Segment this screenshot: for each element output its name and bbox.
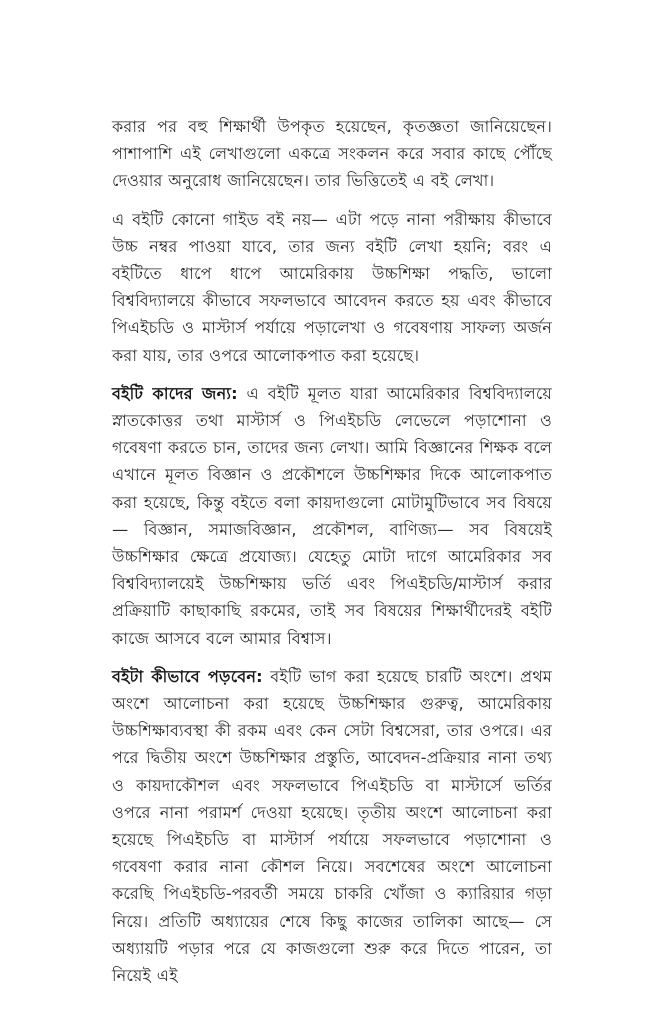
paragraph-body: এ বইটি মূলত যারা আমেরিকার বিশ্ববিদ্যালয়ে স্নাতকোত্তর তথা মাস্টার্স ও পিএইচডি লেভেলে পড়াশোনা ও গবেষণা করতে চান, তাদের জন্য লেখা। আমি বিজ্ঞানের শিক্ষক বলে এখানে মূলত বিজ্ঞান ও প্রকৌশলে উচ্চশিক্ষার দিকে আলোকপাত করা হয়েছে, কিন্তু বইতে বলা কায়দাগুলো মোটামুটিভাবে সব বিষয়ে— বিজ্ঞান, সমাজবিজ্ঞান, প্রকৌশল, বাণিজ্য— সব বিষয়েই উচ্চশিক্ষার ক্ষেত্রে প্রযোজ্য। যেহেতু মোটা দাগে আমেরিকার সব বিশ্ববিদ্যালয়েই উচ্চশিক্ষায় ভর্তি এবং পিএইচডি/মাস্টার্স করার প্রক্রিয়াটি কাছাকাছি রকমের, তাই সব বিষয়ের শিক্ষার্থীদেরই বইটি কাজে আসবে বলে আমার বিশ্বাস। — [112, 383, 552, 648]
paragraph-body: বইটি ভাগ করা হয়েছে চারটি অংশে। প্রথম অংশে আলোচনা করা হয়েছে উচ্চশিক্ষার গুরুত্ব, আমেরিকায় উচ্চশিক্ষাব্যবস্থা কী রকম এবং কেন সেটা বিশ্বসেরা, তার ওপরে। এর পরে দ্বিতীয় অংশে উচ্চশিক্ষার প্রস্তুতি, আবেদন-প্রক্রিয়ার নানা তথ্য ও কায়দাকৌশল এবং সফলভাবে পিএইচডি বা মাস্টার্সে ভর্তির ওপরে নানা পরামর্শ দেওয়া হয়েছে। তৃতীয় অংশে আলোচনা করা হয়েছে পিএইচডি বা মাস্টার্স পর্যায়ে সফলভাবে পড়াশোনা ও গবেষণা করার নানা কৌশল নিয়ে। সবশেষের অংশে আলোচনা করেছি পিএইচডি-পরবর্তী সময়ে চাকরি খোঁজা ও ক্যারিয়ার গড়া নিয়ে। প্রতিটি অধ্যায়ের শেষে কিছু কাজের তালিকা আছে— সে অধ্যায়টি পড়ার পরে যে কাজগুলো শুরু করে দিতে পারেন, তা নিয়েই এই — [112, 666, 553, 986]
paragraph-who-is-this-book-for — [112, 380, 552, 652]
paragraph-body: করার পর বহু শিক্ষার্থী উপকৃত হয়েছেন, কৃতজ্ঞতা জানিয়েছেন। পাশাপাশি এই লেখাগুলো একত্রে সংকলন করে সবার কাছে পৌঁছে দেওয়ার অনুরোধ জানিয়েছেন। তার ভিত্তিতেই এ বই লেখা। — [112, 117, 552, 191]
paragraph-lead-heading: বইটা কীভাবে পড়বেন: — [112, 666, 263, 686]
paragraph-body: এ বইটি কোনো গাইড বই নয়— এটা পড়ে নানা পরীক্ষায় কীভাবে উচ্চ নম্বর পাওয়া যাবে, তার জন্য বইটি লেখা হয়নি; বরং এ বইটিতে ধাপে ধাপে আমেরিকায় উচ্চশিক্ষা পদ্ধতি, ভালো বিশ্ববিদ্যালয়ে কীভাবে সফলভাবে আবেদন করতে হয় এবং কীভাবে পিএইচডি ও মাস্টার্স পর্যায়ে পড়ালেখা ও গবেষণায় সাফল্য অর্জন করা যায়, তার ওপরে আলোকপাত করা হয়েছে। — [112, 209, 552, 365]
paragraph-continued-intro — [112, 113, 552, 195]
paragraph-lead-heading: বইটি কাদের জন্য: — [112, 383, 238, 403]
page-text-column — [112, 113, 552, 989]
paragraph-how-to-read-this-book — [112, 663, 552, 989]
paragraph-not-a-guide-book — [112, 206, 552, 369]
